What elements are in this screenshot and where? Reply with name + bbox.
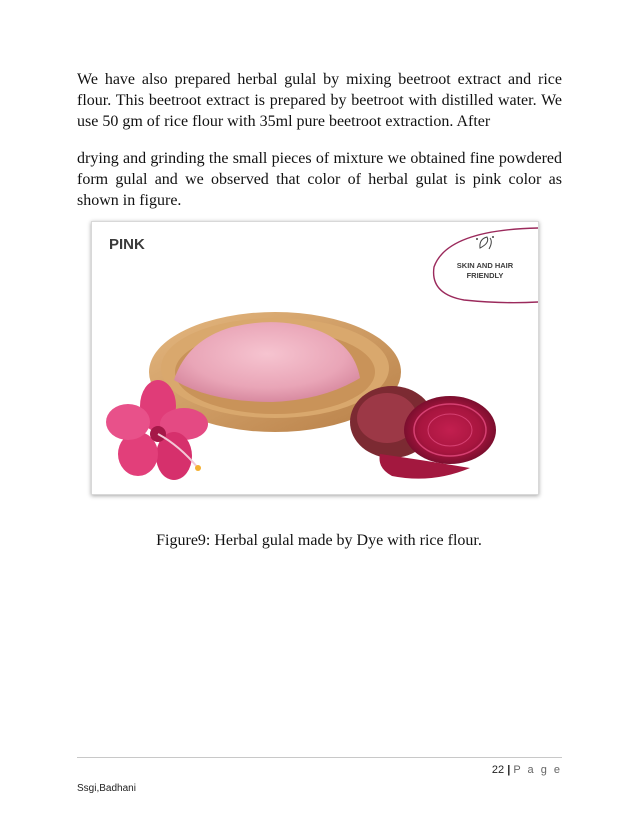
page-number-line	[440, 764, 562, 776]
beetroot	[350, 386, 496, 479]
badge-text	[445, 261, 525, 281]
footer-divider	[77, 757, 562, 758]
paragraph-1: We have also prepared herbal gulal by mixing beetroot extract and rice flour. This beetroot extract is prepared by beetroot with distilled water. We use 50 gm of rice flour with 35ml pure beetroot extraction. After	[77, 71, 562, 130]
page-number: 22	[491, 764, 505, 776]
paragraph-2: drying and grinding the small pieces of mixture we obtained fine powdered form gulal and we observed that color of herbal gulat is pink color as shown in figure.	[77, 150, 562, 209]
figure-caption: Figure9: Herbal gulal made by Dye with rice flour.	[156, 532, 482, 549]
figure-image	[91, 221, 539, 495]
page-separator: |	[507, 764, 511, 776]
page-word: P a g e	[513, 764, 562, 776]
badge-line-2: FRIENDLY	[466, 271, 504, 280]
color-label: PINK	[109, 236, 145, 253]
footer-institution: Ssgi,Badhani	[77, 783, 136, 794]
badge-line-1: SKIN AND HAIR	[456, 261, 514, 270]
